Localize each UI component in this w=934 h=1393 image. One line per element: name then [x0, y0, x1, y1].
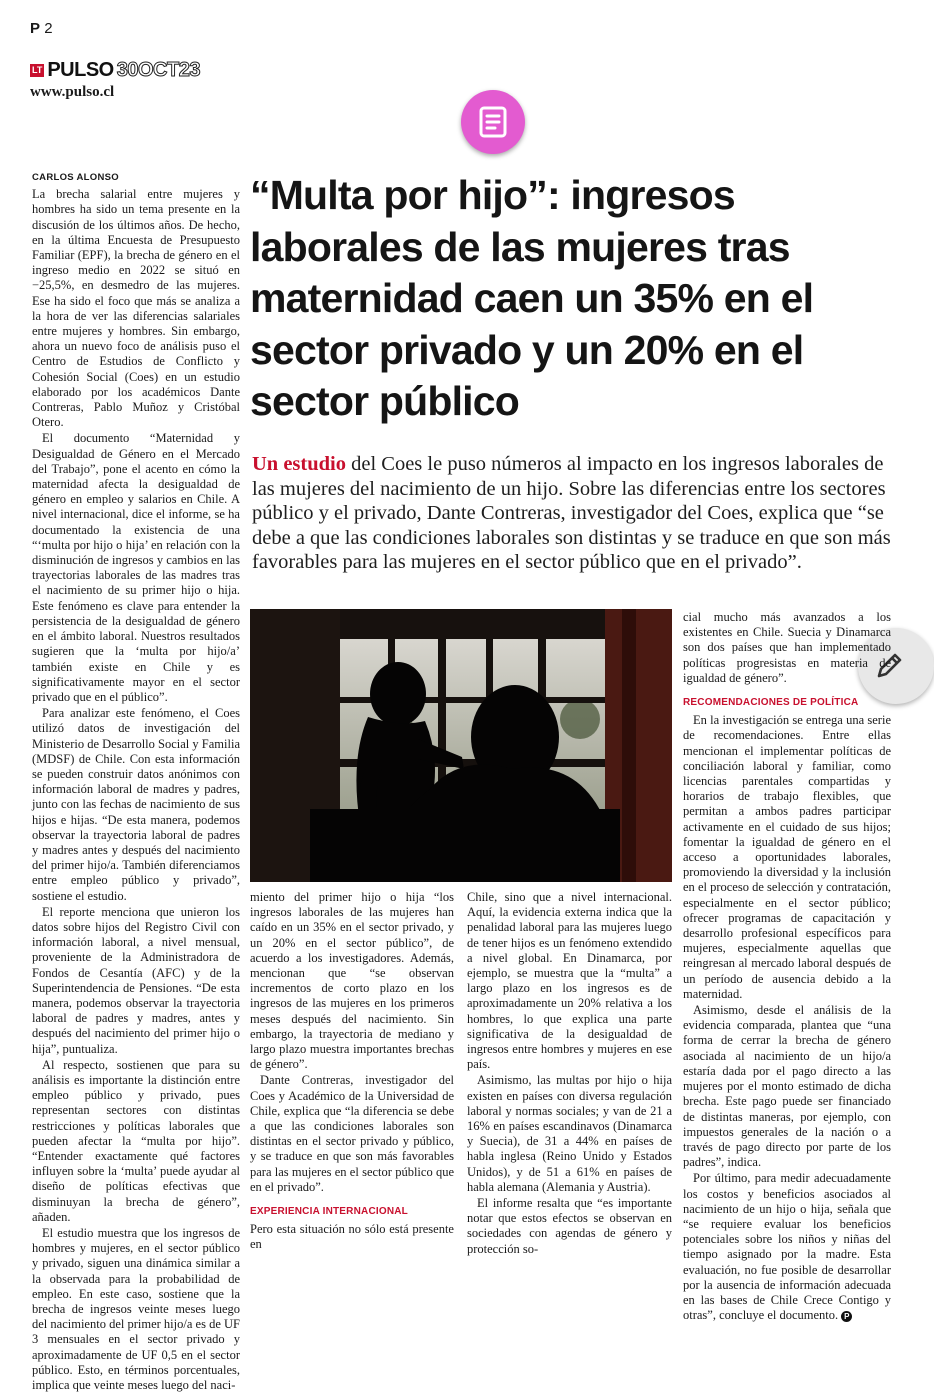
body-paragraph: Dante Contreras, investigador del Coes y Académico de la Universidad de Chile, explica que “la diferencia se debe a que las condiciones laborales son distintas en el sector privado y público, y se traduce en que son más favorables para las mujeres en el sector público que en el privado”. — [250, 1073, 454, 1194]
body-paragraph: La brecha salarial entre mujeres y hombres ha sido un tema presente en la discusión de los últimos años. De hecho, en la última Encuesta de Presupuesto Familiar (EPF), la brecha de género en el ingreso medio en 2022 se situó en −25,5%, en desmedro de las mujeres. Ese ha sido el foco que más se analiza a la hora de ver las diferencias salariales entre mujeres y hombres. Sin embargo, ahora un nuevo foco de análisis puso el Centro de Estudios de Conflicto y Cohesión Social (Coes) en un estudio elaborado por los académicos Dante Contreras, Pablo Muñoz y Cristóbal Otero. — [32, 187, 240, 430]
end-mark-icon: P — [841, 1311, 852, 1322]
subhead-recomendaciones: RECOMENDACIONES DE POLÍTICA — [683, 697, 859, 709]
body-paragraph: El estudio muestra que los ingresos de hombres y mujeres, en el sector público y privado, siguen una dinámica similar a la observada para la probabilidad de empleo. En este caso, sostiene que la brecha de ingresos veinte meses luego del nacimiento del primer hijo/a es de UF 3 mensuales en el sector privado y aproximadamente de UF 0,5 en el sector público. Esto, en términos porcentuales, implica que veinte meses luego del naci- — [32, 1226, 240, 1393]
article-photo — [250, 609, 672, 882]
document-icon — [478, 106, 508, 138]
column-4 — [683, 610, 891, 1323]
page-number-value: 2 — [44, 20, 53, 37]
body-paragraph: En la investigación se entrega una serie de recomendaciones. Entre ellas mencionan el implementar políticas de conciliación laboral y familiar, como licencias parentales compartidas y horarios de trabajo flexibles, que permitan a ambos padres participar activamente en el cuidado de sus hijos; fomentar la igualdad de género en el acceso a oportunidades laborales, promoviendo la diversidad y la inclusión en el proceso de selección y contratación, especialmente en el sector público; ofrecer programas de capacitación y desarrollo profesional específicos para mujeres, especialmente aquellas que reingresan al mercado laboral después de un período de ausencia debido a la maternidad. — [683, 713, 891, 1001]
byline: CARLOS ALONSO — [32, 172, 119, 183]
pulso-logo: PULSO — [47, 59, 114, 81]
page-number — [30, 20, 53, 37]
page-prefix: P — [30, 20, 41, 37]
edition-date: 30OCT23 — [116, 59, 200, 81]
body-paragraph: Para analizar este fenómeno, el Coes utilizó datos de investigación del Ministerio de Desarrollo Social y Familia (MDSF) de Chile. Con esta información se pueden construir datos anónimos con información laboral de madres y padres, junto con las fechas de nacimiento de sus hijos e hijas. “De esta manera, podemos observar la trayectoria laboral de padres y madres antes y después del nacimiento del primer hijo/a. También diferenciamos entre empleo público y privado”, sostiene el estudio. — [32, 706, 240, 903]
body-paragraph: El documento “Maternidad y Desigualdad de Género en el Mercado del Trabajo”, pone el acento en cómo la maternidad afecta la desigualdad de género en empleo y salarios en Chile. A nivel internacional, dice el informe, se ha documentado la existencia de una “‘multa por hijo o hija’ en relación con la disminución de ingresos y cambios en las trayectorias laborales de las madres tras el nacimiento de su primer hijo o hija. Este fenómeno es clave para entender la persistencia de la desigualdad de género en el ámbito laboral. Nuestros resultados sugieren que la ‘multa por hijo/a’ también existe en Chile y es significativamente mayor en el sector privado que en el público”. — [32, 431, 240, 704]
website-url: www.pulso.cl — [30, 84, 115, 100]
body-paragraph: cial mucho más avanzados a los existentes en Chile. Suecia y Dinamarca son dos países que han implementado políticas progresistas en materia de igualdad de género”. — [683, 610, 891, 685]
body-paragraph-text: Por último, para medir adecuadamente los costos y beneficios asociados al nacimiento de un hijo o hija, señala que “se requiere evaluar los beneficios potenciales sobre los niños y niñas del tiempo asignado por la madre. Esta evaluación, no fue posible de desarrollar por la ausencia de información adecuada en las bases de Chile Crece Contigo y otras”, concluye el documento. — [683, 1171, 891, 1323]
lt-logo: LT — [32, 65, 43, 75]
headline: “Multa por hijo”: ingresos laborales de las mujeres tras maternidad caen un 35% en el sector privado y un 20% en el sector público — [250, 172, 814, 424]
document-button[interactable] — [461, 90, 525, 154]
column-3 — [467, 890, 672, 1257]
lead-paragraph — [252, 452, 902, 575]
subhead-experiencia-internacional: EXPERIENCIA INTERNACIONAL — [250, 1206, 408, 1218]
body-paragraph: El informe resalta que “es importante notar que estos efectos se observan en sociedades con agendas de género y protección so- — [467, 1196, 672, 1256]
column-1 — [32, 170, 240, 1393]
body-paragraph: El reporte menciona que unieron los datos sobre hijos del Registro Civil con información laboral, a nivel mensual, proveniente de la Administradora de Fondos de Cesantía (AFC) y de la Superintendencia de Pensiones. “De esta manera, podemos observar la trayectoria laboral de padres y madres, antes y después del nacimiento del primer hijo o hija”, puntualiza. — [32, 904, 240, 1056]
body-paragraph: Asimismo, las multas por hijo o hija existen en países con diversa regulación laboral y normas sociales; y van de 21 a 16% en países escandinavos (Dinamarca y Suecia), de 31 a 44% en países de habla inglesa (Reino Unido y Estados Unidos), y de 51 a 61% en países de habla alemana (Alemania y Austria). — [467, 1073, 672, 1194]
body-paragraph — [683, 1171, 891, 1323]
body-paragraph: Al respecto, sostienen que para su análisis es importante la distinción entre empleo público y privado, pues representan sectores con distintas restricciones y políticas laborales que pueden afectar la “multa por hijo”. “Entender exactamente qué factores influyen sobre la ‘multa’ puede ayudar al diseño de políticas efectivas que disminuyan la brecha de género”, añaden. — [32, 1057, 240, 1224]
lead-kicker: Un estudio — [252, 453, 346, 475]
lead-text: del Coes le puso números al impacto en los ingresos laborales de las mujeres del nacimiento de un hijo. Sobre las diferencias entre los sectores público y el privado, Dante Contreras, investigador del Coes, explica que “se debe a que las condiciones laborales son distintas y se traduce en que son más favorables para las mujeres en el sector público que en el privado”. — [252, 453, 891, 573]
column-2 — [250, 890, 454, 1253]
masthead — [30, 59, 200, 82]
body-paragraph: miento del primer hijo o hija “los ingresos laborales de las mujeres han caído en un 35% en el sector privado, y un 20% en el sector público”, de acuerdo a los investigadores. Además, mencionan que “se observan incrementos de corto plazo en los ingresos de las mujeres en los primeros meses después del nacimiento. Sin embargo, la trayectoria de mediano y largo plazo muestra importantes brechas de género”. — [250, 890, 454, 1072]
body-paragraph: Chile, sino que a nivel internacional. Aquí, la evidencia externa indica que la penalidad laboral para las mujeres luego de tener hijos es un fenómeno extendido a nivel global. En Dinamarca, por ejemplo, se muestra que la “multa” a largo plazo en los ingresos es de aproximadamente un 20% relativa a los hombres, lo que explica una parte significativa de la desigualdad de ingresos entre hombres y mujeres en ese país. — [467, 890, 672, 1072]
body-paragraph: Asimismo, desde el análisis de la evidencia comparada, plantea que “una forma de cerrar la brecha de género asociada al nacimiento de un hijo/a estaría dada por el pago directo a las mujeres por el monto estimado de dicha brecha. Este pago puede ser financiado de distintas maneras, por ejemplo, con impuestos generales de la nación o a través de pago directo por parte de los padres”, indica. — [683, 1003, 891, 1170]
body-paragraph: Pero esta situación no sólo está presente en — [250, 1222, 454, 1252]
